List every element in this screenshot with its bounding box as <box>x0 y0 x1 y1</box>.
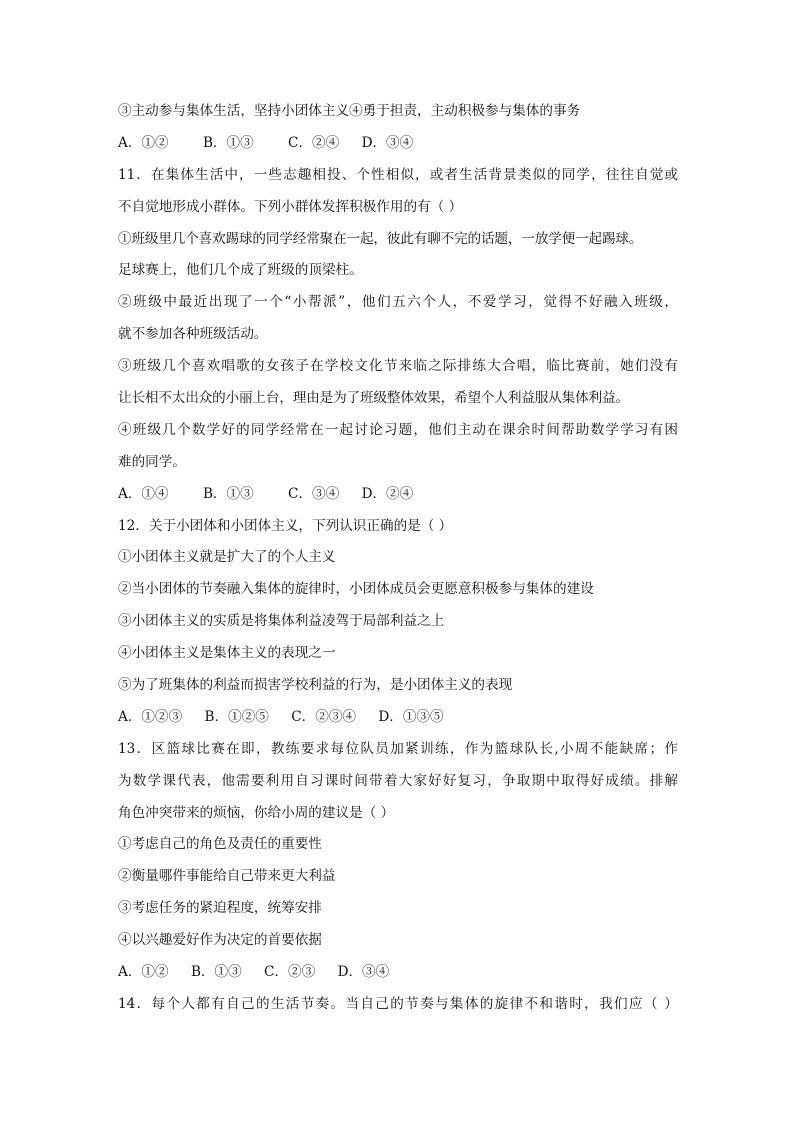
q12-option-d: D．①③⑤ <box>378 708 444 725</box>
q13-option-c: C．②③ <box>264 964 316 981</box>
q12-item-3: ③小团体主义的实质是将集体利益凌驾于局部利益之上 <box>118 613 445 630</box>
q13-option-b: B．①③ <box>190 964 242 981</box>
q11-item-4-line-1: ④班级几个数学好的同学经常在一起讨论习题，他们主动在课余时间帮助数学学习有困 <box>118 421 678 438</box>
q11-item-1-line-1: ①班级里几个喜欢踢球的同学经常聚在一起，彼此有聊不完的话题，一放学便一起踢球。 <box>118 230 643 247</box>
q11-option-b: B．①③ <box>202 485 254 502</box>
q11-option-c: C．③④ <box>288 485 340 502</box>
q11-item-1-line-2: 足球赛上，他们几个成了班级的顶梁柱。 <box>118 262 363 279</box>
q13-stem-line-1: 13．区篮球比赛在即，教练要求每位队员加紧训练，作为篮球队长,小周不能缺席；作 <box>118 740 678 757</box>
q11-item-2-line-2: 就不参加各种班级活动。 <box>118 326 268 343</box>
q12-item-2: ②当小团体的节奏融入集体的旋律时，小团体成员会更愿意积极参与集体的建设 <box>118 581 594 598</box>
q11-answer-options <box>118 479 678 511</box>
q12-stem: 12．关于小团体和小团体主义，下列认识正确的是（ ） <box>118 517 453 534</box>
question-text <box>118 96 678 1021</box>
q13-item-2: ②衡量哪件事能给自己带来更大利益 <box>118 868 336 885</box>
q11-stem-line-2: 不自觉地形成小群体。下列小群体发挥积极作用的有（ ） <box>118 198 463 215</box>
q12-answer-options <box>118 702 678 734</box>
q14-stem: 14．每个人都有自己的生活节奏。当自己的节奏与集体的旋律不和谐时，我们应（ ） <box>118 995 678 1012</box>
q10-option-d: D．③④ <box>361 134 414 151</box>
q13-stem-line-3: 角色冲突带来的烦恼，你给小周的建议是（ ） <box>118 804 395 821</box>
q11-item-3-line-2: 让长相不太出众的小丽上台，理由是为了班级整体效果，希望个人利益服从集体利益。 <box>118 390 629 407</box>
q13-item-3: ③考虑任务的紧迫程度，统筹安排 <box>118 900 322 917</box>
q11-item-3-line-1: ③班级几个喜欢唱歌的女孩子在学校文化节来临之际排练大合唱，临比赛前，她们没有 <box>118 358 678 375</box>
q10-option-line: ③主动参与集体生活，坚持小团体主义④勇于担责，主动积极参与集体的事务 <box>118 103 581 119</box>
q11-item-4-line-2: 难的同学。 <box>118 453 186 470</box>
q12-option-b: B．①②⑤ <box>204 708 269 725</box>
q13-stem-line-2: 为数学课代表，他需要利用自习课时间带着大家好好复习，争取期中取得好成绩。排解 <box>118 772 678 789</box>
q12-option-a: A．①②③ <box>118 708 183 725</box>
q10-option-b: B．①③ <box>202 134 254 151</box>
q13-item-4: ④以兴趣爱好作为决定的首要依据 <box>118 932 322 949</box>
q13-option-d: D．③④ <box>337 964 390 981</box>
q13-option-a: A．①② <box>118 964 169 981</box>
q11-item-2-line-1: ②班级中最近出现了一个“小帮派”，他们五六个人，不爱学习，觉得不好融入班级， <box>118 294 678 311</box>
q11-option-a: A．①④ <box>118 485 169 502</box>
q12-item-4: ④小团体主义是集体主义的表现之一 <box>118 645 336 662</box>
q10-option-a: A．①② <box>118 134 169 151</box>
q13-answer-options <box>118 957 678 989</box>
q10-option-c: C．②④ <box>288 134 340 151</box>
q12-item-1: ①小团体主义就是扩大了的个人主义 <box>118 549 336 566</box>
q11-option-d: D．②④ <box>361 485 414 502</box>
q13-item-1: ①考虑自己的角色及责任的重要性 <box>118 836 322 853</box>
q10-answer-options <box>118 128 678 160</box>
q12-option-c: C．②③④ <box>291 708 357 725</box>
q12-item-5: ⑤为了班集体的利益而损害学校利益的行为，是小团体主义的表现 <box>118 677 513 694</box>
q11-stem-line-1: 11．在集体生活中，一些志趣相投、个性相似，或者生活背景类似的同学，往往自觉或 <box>118 166 678 183</box>
